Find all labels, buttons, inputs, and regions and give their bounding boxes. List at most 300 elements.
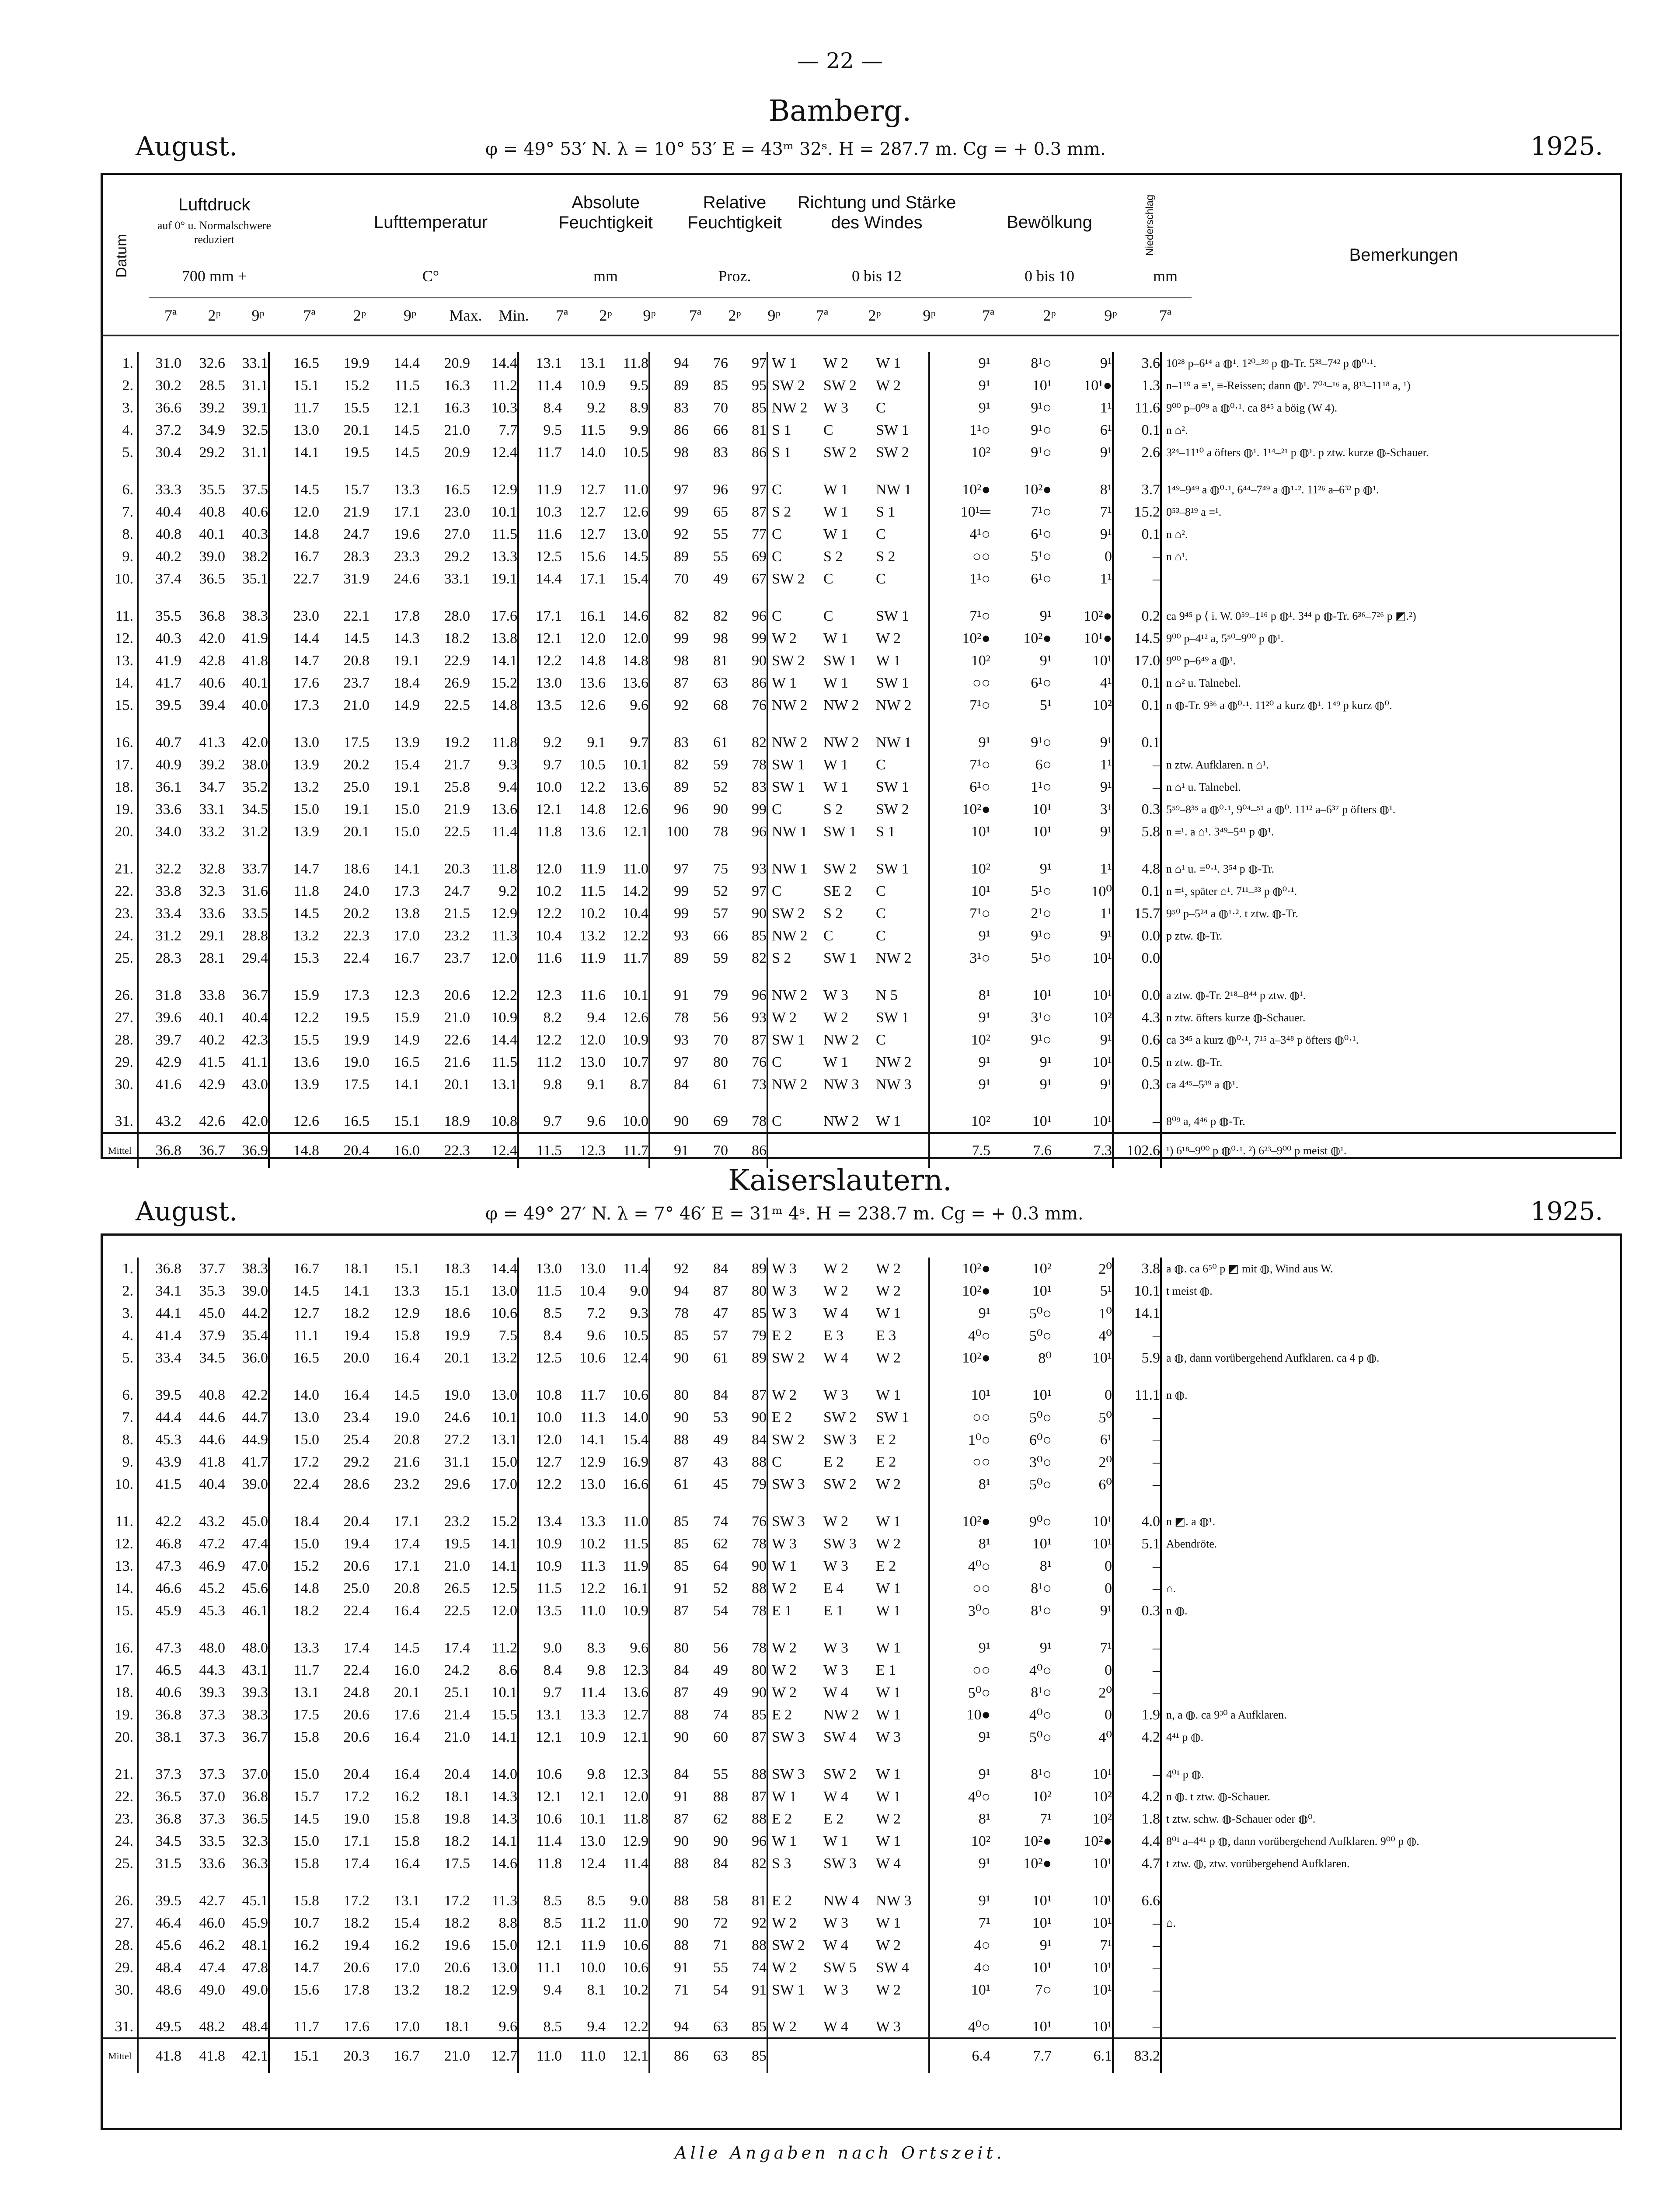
cell-luftdruck-9p: 36.7 [242,987,268,1003]
cell-remark: t ztw. ◍, ztw. vorübergehend Aufklaren. [1161,1852,1616,1875]
cell-rel-9p: 76 [752,697,767,713]
cell-cloud-9p: 10²● [1084,608,1112,624]
cell-luftdruck-9p: 43.0 [242,1076,268,1093]
cell-abs-2p: 16.1 [579,608,606,624]
cell-wind-9p: C [876,399,886,416]
cell-temp-max: 29.2 [444,548,470,565]
cell-temp-max: 25.8 [444,779,470,795]
cell-temp-9p: 16.4 [394,1349,420,1366]
cell-temp-max: 21.0 [444,422,470,438]
cell-abs-7a: 11.8 [518,1852,562,1875]
cell-precip: 14.1 [1113,1302,1161,1324]
cell-rel-7a: 78 [649,1006,689,1029]
cell-cloud-2p: 9¹○ [1031,734,1052,751]
month-label-bamberg: August. [136,131,237,162]
cell-temp-2p: 16.4 [343,1387,369,1403]
cell-wind-9p: C [876,526,886,542]
row-spacer [103,1622,1616,1637]
cell-temp-max: 15.1 [444,1282,470,1299]
cell-remark [1161,1473,1616,1495]
cell-precip: 3.6 [1113,352,1161,374]
cell-temp-9p: 17.0 [394,927,420,944]
cell-temp-2p: 22.3 [343,927,369,944]
cell-abs-2p: 13.0 [579,1476,606,1492]
cell-cloud-2p: 9¹ [1039,1937,1052,1953]
cell-remark: n ◍. [1161,1384,1616,1406]
cell-wind-2p: W 2 [823,355,848,371]
cell-temp-min: 14.1 [491,1729,517,1745]
cell-luftdruck-7a: 41.5 [138,1473,181,1495]
cell-temp-9p: 20.8 [394,1580,420,1597]
cell-wind-2p: W 2 [823,1282,848,1299]
cell-wind-7a: NW 1 [767,821,820,843]
cell-temp-min: 10.6 [491,1305,517,1321]
cell-temp-min: 14.1 [491,1833,517,1849]
cell-cloud-2p: 5⁰○ [1029,1729,1052,1746]
cell-temp-max: 21.0 [444,1729,470,1745]
cell-cloud-7a: 9¹ [929,397,990,419]
cell-rel-2p: 84 [713,1855,728,1872]
cell-temp-min: 19.1 [491,570,517,587]
cell-remark: n ≡¹. a ⌂¹. 3⁴⁹–5⁴¹ p ◍¹. [1161,821,1616,843]
cell-rel-7a: 82 [649,605,689,627]
cell-wind-7a: SW 2 [767,650,820,672]
cell-temp-max: 20.6 [444,1959,470,1976]
cell-rel-2p: 74 [713,1513,728,1530]
cell-abs-2p: 13.0 [579,1054,606,1070]
cell-luftdruck-2p: 32.8 [199,860,225,877]
cell-abs-7a: 9.0 [518,1637,562,1659]
sub-7a: 7ª [303,307,316,324]
cell-luftdruck-7a: 33.4 [138,902,181,925]
cell-rel-9p: 76 [752,1513,767,1530]
cell-wind-2p: S 2 [823,905,843,922]
cell-luftdruck-9p: 32.3 [242,1833,268,1849]
cell-temp-9p: 14.5 [394,422,420,438]
cell-cloud-2p: 10¹ [1032,987,1052,1003]
row-spacer [103,969,1616,984]
cell-cloud-2p: 8¹○ [1031,1602,1052,1619]
cell-datum: 23. [115,905,133,922]
cell-temp-9p: 12.3 [394,987,420,1003]
cell-temp-7a: 16.7 [269,1258,319,1280]
cell-rel-9p: 80 [752,1282,767,1299]
cell-wind-9p: SW 4 [876,1959,909,1976]
cell-temp-max: 19.2 [444,734,470,751]
cell-rel-9p: 85 [752,2018,767,2035]
cell-luftdruck-2p: 35.5 [199,481,225,498]
cell-luftdruck-2p: 48.2 [199,2018,225,2035]
cell-precip: – [1113,2016,1161,2038]
cell-luftdruck-9p: 36.5 [242,1810,268,1827]
cell-abs-7a: 12.1 [518,1726,562,1748]
cell-datum: 19. [115,801,133,818]
cell-abs-2p: 9.2 [587,399,606,416]
cell-luftdruck-9p: 41.8 [242,652,268,669]
cell-temp-7a: 15.0 [269,1429,319,1451]
sub-7a: 7ª [164,307,177,324]
cell-wind-9p: W 1 [876,1305,901,1321]
cell-wind-7a: NW 2 [767,1073,820,1096]
cell-temp-min: 8.8 [498,1914,517,1931]
cell-rel-2p: 59 [713,756,728,773]
table-row [103,821,1616,843]
cell-rel-2p: 53 [713,1409,728,1425]
cell-remark: n ◍-Tr. 9³⁶ a ◍⁰·¹. 11²⁰ a kurz ◍¹. 1⁴⁹ p kurz ◍⁰. [1161,694,1616,716]
mean-remark: ¹) 6¹⁸–9⁰⁰ p ◍⁰·¹. ²) 6²³–9⁰⁰ p meist ◍¹. [1161,1133,1616,1168]
cell-cloud-9p: 1¹ [1100,399,1112,416]
cell-rel-9p: 89 [752,1260,767,1277]
cell-rel-2p: 57 [713,905,728,922]
cell-luftdruck-9p: 40.1 [242,674,268,691]
cell-abs-9p: 12.0 [622,1788,648,1805]
cell-remark: n ⌂². [1161,523,1616,545]
cell-abs-2p: 12.7 [579,481,606,498]
cell-temp-max: 31.1 [444,1453,470,1470]
cell-luftdruck-2p: 40.2 [199,1031,225,1048]
cell-temp-min: 17.0 [491,1476,517,1492]
cell-cloud-7a: 9¹ [929,1637,990,1659]
table-row [103,397,1616,419]
cell-abs-9p: 10.1 [622,756,648,773]
cell-datum: 16. [115,1639,133,1656]
cell-cloud-2p: 10²● [1023,1855,1052,1872]
cell-cloud-2p: 9¹○ [1031,422,1052,438]
cell-wind-7a: NW 2 [767,694,820,716]
cell-temp-min: 12.4 [491,444,517,461]
cell-datum: 1. [122,355,133,371]
cell-datum: 2. [122,1282,133,1299]
cell-wind-2p: C [823,608,833,624]
cell-rel-9p: 78 [752,756,767,773]
mean-cloud-9p: 6.1 [1052,2038,1113,2073]
cell-temp-9p: 12.9 [394,1305,420,1321]
cell-precip: 11.1 [1113,1384,1161,1406]
table-row [103,1890,1616,1912]
cell-abs-9p: 12.3 [622,1766,648,1782]
cell-cloud-7a: 9¹ [929,1051,990,1073]
cell-temp-max: 26.5 [444,1580,470,1597]
cell-cloud-2p: 6¹○ [1031,674,1052,691]
cell-temp-9p: 18.4 [394,674,420,691]
cell-rel-9p: 88 [752,1766,767,1782]
cell-cloud-7a: ○○ [929,1406,990,1429]
cell-wind-2p: W 2 [823,1513,848,1530]
cell-temp-max: 18.1 [444,2018,470,2035]
month-label-kaiserslautern: August. [136,1196,237,1227]
cell-rel-2p: 90 [713,801,728,818]
table-row [103,1258,1616,1280]
cell-temp-9p: 16.7 [394,950,420,966]
cell-temp-max: 19.6 [444,1937,470,1953]
cell-cloud-7a: 3⁰○ [929,1600,990,1622]
cell-rel-2p: 80 [713,1054,728,1070]
cell-cloud-9p: 10¹ [1092,1855,1112,1872]
cell-cloud-7a: 10¹ [929,821,990,843]
cell-luftdruck-7a: 44.1 [138,1302,181,1324]
sub-max: Max. [449,307,482,324]
cell-wind-2p: SW 2 [823,444,857,461]
cell-temp-max: 26.9 [444,674,470,691]
cell-luftdruck-7a: 46.4 [138,1912,181,1934]
cell-cloud-9p: 7¹ [1100,1937,1112,1953]
cell-rel-7a: 88 [649,1704,689,1726]
header-rel-unit: Proz. [718,267,751,285]
cell-abs-9p: 16.1 [622,1580,648,1597]
cell-luftdruck-7a: 40.2 [138,545,181,568]
cell-luftdruck-9p: 44.7 [242,1409,268,1425]
cell-wind-9p: SW 1 [876,779,909,795]
cell-cloud-2p: 10¹ [1032,823,1052,840]
cell-rel-2p: 49 [713,1662,728,1678]
cell-rel-9p: 96 [752,987,767,1003]
cell-luftdruck-7a: 36.5 [138,1785,181,1808]
cell-abs-9p: 12.2 [622,2018,648,2035]
cell-temp-2p: 17.4 [343,1855,369,1872]
cell-temp-9p: 23.3 [394,548,420,565]
cell-cloud-2p: 5¹○ [1031,548,1052,565]
cell-remark: n ◍. [1161,1600,1616,1622]
cell-cloud-2p: 10¹ [1032,1892,1052,1909]
cell-temp-7a: 15.0 [269,798,319,821]
cell-temp-7a: 12.6 [269,1111,319,1133]
cell-luftdruck-2p: 45.0 [199,1305,225,1321]
cell-rel-7a: 97 [649,1051,689,1073]
cell-wind-7a: NW 2 [767,731,820,754]
cell-remark [1161,1324,1616,1347]
cell-luftdruck-7a: 35.5 [138,605,181,627]
header-rule [149,297,1192,298]
cell-abs-2p: 11.9 [580,950,606,966]
cell-temp-2p: 25.0 [343,779,369,795]
cell-temp-min: 10.9 [491,1009,517,1026]
cell-wind-7a: W 2 [767,1637,820,1659]
cell-luftdruck-7a: 43.2 [138,1111,181,1133]
cell-wind-2p: C [823,570,833,587]
cell-temp-max: 27.0 [444,526,470,542]
cell-rel-2p: 66 [713,422,728,438]
cell-temp-2p: 20.6 [343,1558,369,1574]
cell-temp-9p: 15.8 [394,1833,420,1849]
cell-rel-9p: 88 [752,1810,767,1827]
cell-temp-9p: 20.1 [394,1684,420,1701]
table-row [103,1006,1616,1029]
cell-datum: 14. [115,1580,133,1597]
cell-wind-2p: NW 2 [823,1113,859,1129]
cell-temp-9p: 13.9 [394,734,420,751]
table-row [103,1600,1616,1622]
cell-precip: 4.8 [1113,858,1161,880]
cell-temp-2p: 20.4 [343,1766,369,1782]
cell-temp-2p: 22.4 [343,1662,369,1678]
cell-precip: 0.5 [1113,1051,1161,1073]
table-row [103,902,1616,925]
cell-luftdruck-9p: 39.0 [242,1282,268,1299]
cell-temp-2p: 19.4 [343,1327,369,1344]
table-row [103,1637,1616,1659]
cell-rel-9p: 90 [752,1409,767,1425]
cell-luftdruck-9p: 36.8 [242,1788,268,1805]
sub-2p: 2ᵖ [728,307,741,324]
cell-luftdruck-7a: 31.5 [138,1852,181,1875]
cell-abs-7a: 11.7 [518,441,562,464]
cell-wind-7a: E 2 [767,1808,820,1830]
cell-wind-7a: W 2 [767,627,820,650]
cell-abs-9p: 10.6 [622,1959,648,1976]
cell-rel-9p: 82 [752,734,767,751]
cell-temp-7a: 11.8 [269,880,319,902]
cell-temp-max: 21.4 [444,1706,470,1723]
cell-cloud-9p: 4⁰ [1098,1328,1112,1344]
table-row [103,1429,1616,1451]
cell-luftdruck-9p: 38.2 [242,548,268,565]
cell-wind-9p: W 2 [876,1535,901,1552]
cell-cloud-2p: 8¹○ [1031,1580,1052,1597]
header-datum: Datum [113,234,130,278]
cell-temp-7a: 12.0 [269,501,319,523]
cell-rel-9p: 92 [752,1914,767,1931]
cell-luftdruck-2p: 40.1 [199,1009,225,1026]
cell-wind-7a: SW 1 [767,1979,820,2001]
cell-temp-min: 13.1 [491,1076,517,1093]
cell-luftdruck-7a: 30.4 [138,441,181,464]
cell-temp-min: 7.5 [498,1327,517,1344]
cell-wind-9p: SW 1 [876,422,909,438]
cell-wind-7a: SW 3 [767,1726,820,1748]
table-body [103,352,1616,1168]
table-row [103,1785,1616,1808]
cell-rel-2p: 69 [713,1113,728,1129]
cell-temp-9p: 17.4 [394,1535,420,1552]
cell-wind-7a: S 1 [767,419,820,441]
cell-wind-7a: C [767,545,820,568]
cell-cloud-9p: 9¹ [1100,779,1112,795]
cell-abs-9p: 9.6 [630,697,648,713]
cell-temp-max: 18.3 [444,1260,470,1277]
mean-cloud-7a: 6.4 [929,2038,990,2073]
cell-rel-7a: 85 [649,1533,689,1555]
cell-abs-9p: 14.0 [622,1409,648,1425]
cell-temp-2p: 22.4 [343,1602,369,1619]
cell-abs-9p: 9.3 [630,1305,648,1321]
cell-cloud-7a: 10²● [929,798,990,821]
cell-temp-7a: 15.8 [269,1890,319,1912]
cell-luftdruck-9p: 39.0 [242,1476,268,1492]
cell-remark: n ◍. t ztw. ◍-Schauer. [1161,1785,1616,1808]
cell-wind-2p: W 2 [823,1009,848,1026]
cell-luftdruck-2p: 41.5 [199,1054,225,1070]
cell-rel-2p: 43 [713,1453,728,1470]
cell-temp-2p: 29.2 [343,1453,369,1470]
cell-precip: 1.9 [1113,1704,1161,1726]
cell-rel-9p: 87 [752,1729,767,1745]
cell-luftdruck-9p: 29.4 [242,950,268,966]
sub-min: Min. [498,307,529,324]
cell-temp-min: 11.5 [491,1054,517,1070]
cell-luftdruck-9p: 31.2 [242,823,268,840]
cell-temp-7a: 13.2 [269,776,319,798]
cell-rel-9p: 93 [752,860,767,877]
cell-rel-2p: 59 [713,950,728,966]
cell-rel-2p: 57 [713,1327,728,1344]
cell-luftdruck-7a: 36.8 [138,1258,181,1280]
cell-wind-7a: NW 2 [767,984,820,1006]
cell-rel-7a: 84 [649,1073,689,1096]
cell-cloud-2p: 8¹○ [1031,355,1052,371]
cell-abs-2p: 11.4 [580,1684,606,1701]
cell-wind-2p: W 1 [823,756,848,773]
cell-luftdruck-7a: 40.3 [138,627,181,650]
cell-abs-7a: 12.3 [518,984,562,1006]
cell-temp-2p: 23.7 [343,674,369,691]
table-row [103,1051,1616,1073]
cell-cloud-7a: 10¹ [929,1979,990,2001]
cell-abs-9p: 8.9 [630,399,648,416]
cell-precip: 5.1 [1113,1533,1161,1555]
cell-abs-2p: 9.4 [587,1009,606,1026]
cell-temp-7a: 15.6 [269,1979,319,2001]
cell-cloud-7a: 9¹ [929,731,990,754]
cell-cloud-7a: 9¹ [929,1302,990,1324]
cell-luftdruck-2p: 34.7 [199,779,225,795]
cell-luftdruck-9p: 48.0 [242,1639,268,1656]
cell-cloud-2p: 9¹ [1039,608,1052,624]
cell-rel-2p: 70 [713,1031,728,1048]
cell-remark: 9⁰⁰ p–0⁰⁹ a ◍⁰·¹. ca 8⁴⁵ a böig (W 4). [1161,397,1616,419]
cell-luftdruck-9p: 48.1 [242,1937,268,1953]
cell-datum: 9. [122,548,133,565]
cell-temp-min: 13.0 [491,1959,517,1976]
cell-rel-7a: 88 [649,1852,689,1875]
cell-precip: – [1113,776,1161,798]
cell-precip: 4.2 [1113,1726,1161,1748]
cell-datum: 17. [115,756,133,773]
table-row [103,694,1616,716]
cell-precip: – [1113,1637,1161,1659]
cell-cloud-7a: ○○ [929,672,990,694]
cell-abs-9p: 12.4 [622,1349,648,1366]
cell-cloud-9p: 3¹ [1100,801,1112,818]
cell-cloud-7a: 9¹ [929,1763,990,1785]
cell-rel-7a: 91 [649,1956,689,1979]
cell-precip: 1.3 [1113,374,1161,397]
cell-rel-9p: 85 [752,399,767,416]
cell-wind-9p: W 1 [876,355,901,371]
cell-cloud-2p: 10²● [1023,1833,1052,1849]
sub-2p: 2ᵖ [208,307,221,324]
cell-precip: – [1113,1473,1161,1495]
cell-abs-7a: 11.4 [518,1830,562,1852]
cell-remark: 4⁰¹ p ◍. [1161,1763,1616,1785]
cell-wind-2p: NW 2 [823,1706,859,1723]
cell-remark: ca 3⁴⁵ a kurz ◍⁰·¹, 7¹⁵ a–3⁴⁸ p öfters ◍⁰·¹. [1161,1029,1616,1051]
cell-luftdruck-9p: 38.3 [242,608,268,624]
cell-temp-2p: 19.5 [343,444,369,461]
cell-wind-2p: W 4 [823,1349,848,1366]
cell-remark [1161,1890,1616,1912]
cell-cloud-2p: 9¹ [1039,1639,1052,1656]
cell-abs-7a: 8.4 [518,397,562,419]
cell-rel-9p: 99 [752,801,767,818]
cell-temp-2p: 20.1 [343,823,369,840]
cell-luftdruck-9p: 41.1 [242,1054,268,1070]
cell-rel-9p: 87 [752,1788,767,1805]
cell-precip: 1.8 [1113,1808,1161,1830]
table-row [103,1073,1616,1096]
cell-cloud-2p: 9¹ [1039,1054,1052,1070]
cell-temp-max: 18.9 [444,1113,470,1129]
table-row [103,1473,1616,1495]
